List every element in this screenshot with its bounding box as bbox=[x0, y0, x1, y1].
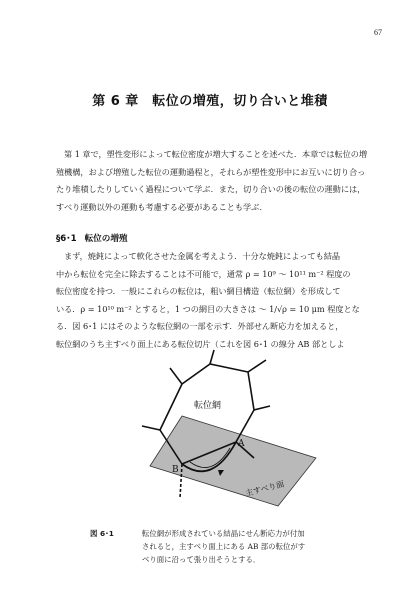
label-network: 転位網 bbox=[194, 401, 222, 411]
caption-line: べり面に沿って張り出そうとする． bbox=[142, 555, 261, 565]
body-line: る．図 6･1 にはそのような転位網の一部を示す．外部せん断応力を加えると， bbox=[56, 321, 344, 332]
figure-caption bbox=[90, 527, 350, 567]
caption-label: 図 6･1 bbox=[90, 529, 114, 538]
chapter-title: 第 6 章 転位の増殖，切り合いと堆積 bbox=[92, 94, 328, 109]
caption-line: 転位網が形成されている結晶にせん断応力が付加 bbox=[142, 529, 305, 538]
intro-paragraph bbox=[56, 146, 370, 216]
section-paragraph bbox=[56, 248, 370, 354]
label-point-a: A bbox=[238, 439, 245, 449]
body-line: 転位網のうち主すべり面上にある転位切片（これを図 6･1 の線分 AB 部としよ bbox=[56, 338, 345, 349]
body-line: まず，焼鈍によって軟化させた金属を考えよう．十分な焼鈍によっても結晶 bbox=[64, 251, 341, 261]
section-title: 転位の増殖 bbox=[84, 234, 128, 244]
intro-line: 第 1 章で，塑性変形によって転位密度が増大することを述べた．本章では転位の増 bbox=[64, 149, 368, 159]
slip-plane bbox=[150, 416, 316, 506]
label-point-b: B bbox=[172, 465, 179, 475]
body-line: 中から転位を完全に除去することは不可能で，通常 ρ = 10⁹ ～ 10¹¹ m⁻² 程度の bbox=[56, 268, 351, 279]
network-branch bbox=[142, 426, 160, 430]
dislocation-network-figure bbox=[130, 346, 320, 521]
body-line: いる．ρ = 10¹⁰ m⁻² とすると，1 つの網目の大きさは ～ 1/√ρ = 10 μm 程度とな bbox=[56, 303, 360, 314]
section-heading bbox=[56, 232, 128, 244]
label-slip-plane: 主すべり面 bbox=[244, 479, 286, 498]
caption-line: されると，主すべり面上にある AB 部の転位がす bbox=[142, 542, 306, 552]
network-branch bbox=[210, 350, 214, 364]
intro-line: たり堆積したりしていく過程について学ぶ．また，切り合いの後の転位の運動には， bbox=[56, 184, 366, 195]
intro-line: すべり運動以外の運動も考慮する必要があることも学ぶ． bbox=[56, 201, 268, 212]
section-number: §6･1 bbox=[56, 234, 77, 244]
page-number: 67 bbox=[374, 28, 382, 37]
network-branch bbox=[170, 368, 182, 384]
body-line: 転位密度を持つ．一般にこれらの転位は，粗い網目構造（転位網）を形成して bbox=[56, 286, 341, 297]
intro-line: 殖機構，および増殖した転位の運動過程と，それらが塑性変形中にお互いに切り合っ bbox=[56, 166, 366, 177]
network-branch bbox=[248, 360, 266, 372]
network-branch bbox=[254, 406, 270, 410]
